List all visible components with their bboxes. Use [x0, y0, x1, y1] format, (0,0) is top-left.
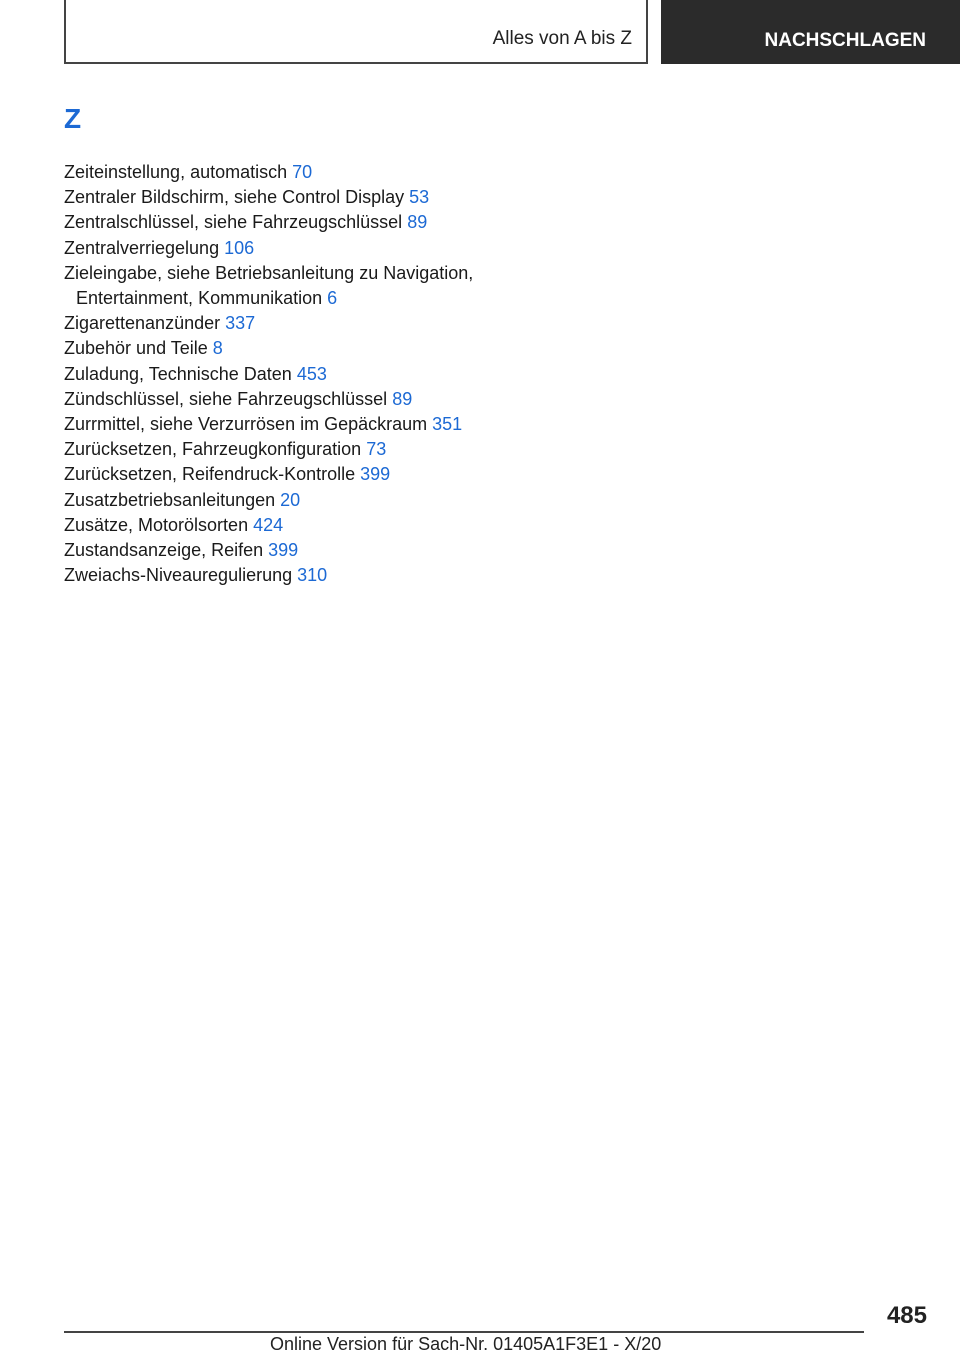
- index-entry: [64, 563, 484, 588]
- index-entry-text: Zentralverriegelung: [64, 237, 220, 258]
- index-entry-page-link[interactable]: 8: [212, 338, 223, 359]
- index-entry-page-link[interactable]: 73: [366, 439, 387, 460]
- index-entry: [64, 261, 484, 311]
- index-entry-text: Zeiteinstellung, automatisch: [64, 162, 288, 182]
- index-entry-text: Zündschlüssel, siehe Fahrzeugschlüssel: [64, 388, 388, 409]
- index-entry-text: Zustandsanzeige, Reifen: [64, 540, 264, 561]
- index-entry: [64, 513, 484, 538]
- footer-text: Online Version für Sach-Nr. 01405A1F3E1 - X/20: [270, 1334, 662, 1354]
- footer-divider: [64, 1331, 864, 1333]
- index-entry-page-link[interactable]: 337: [225, 313, 256, 334]
- index-entry-text: Zurücksetzen, Fahrzeugkonfiguration: [64, 439, 362, 460]
- index-entry-page-link[interactable]: 6: [327, 288, 338, 309]
- index-entry: [64, 387, 484, 412]
- index-list: [64, 160, 484, 588]
- index-entry-page-link[interactable]: 89: [407, 212, 428, 233]
- index-entry: [64, 311, 484, 336]
- index-entry-page-link[interactable]: 399: [268, 540, 299, 561]
- header-section-box: [64, 0, 648, 64]
- index-entry-page-link[interactable]: 70: [292, 162, 313, 182]
- page-number: 485: [886, 1302, 927, 1329]
- index-entry: [64, 488, 484, 513]
- index-entry-text: Zusätze, Motorölsorten: [64, 514, 249, 535]
- index-entry: [64, 336, 484, 361]
- index-entry-page-link[interactable]: 106: [224, 237, 255, 258]
- index-entry-page-link[interactable]: 310: [297, 565, 328, 586]
- index-entry: [64, 538, 484, 563]
- index-entry-text: Zieleingabe, siehe Betriebsanleitung zu Navigation, Entertainment, Kommunikation: [64, 262, 474, 309]
- header-chapter-tab: [661, 0, 960, 64]
- index-entry: [64, 210, 484, 235]
- index-entry-page-link[interactable]: 89: [392, 388, 413, 409]
- index-entry-text: Zurücksetzen, Reifendruck-Kontrolle: [64, 464, 356, 485]
- index-entry-page-link[interactable]: 399: [360, 464, 391, 485]
- index-entry-page-link[interactable]: 424: [253, 514, 284, 535]
- index-entry-text: Zentraler Bildschirm, siehe Control Display: [64, 187, 405, 208]
- index-entry: [64, 185, 484, 210]
- index-entry-text: Zusatzbetriebsanleitungen: [64, 489, 276, 510]
- index-entry-page-link[interactable]: 53: [409, 187, 430, 208]
- index-entry-text: Zurrmittel, siehe Verzurrösen im Gepäckraum: [64, 414, 428, 435]
- header-chapter-title: NACHSCHLAGEN: [764, 30, 926, 51]
- index-entry: [64, 462, 484, 487]
- index-entry: [64, 437, 484, 462]
- index-entry-page-link[interactable]: 351: [432, 414, 463, 435]
- index-entry: [64, 236, 484, 261]
- header-section-title: Alles von A bis Z: [492, 28, 632, 49]
- index-entry-page-link[interactable]: 20: [280, 489, 301, 510]
- index-entry-text: Zentralschlüssel, siehe Fahrzeugschlüssel: [64, 212, 403, 233]
- index-entry-text: Zweiachs-Niveauregulierung: [64, 565, 293, 586]
- index-entry-text: Zuladung, Technische Daten: [64, 363, 292, 384]
- index-entry: [64, 362, 484, 387]
- index-entry-text: Zubehör und Teile: [64, 338, 208, 359]
- index-entry: [64, 160, 484, 185]
- index-entry: [64, 412, 484, 437]
- index-entry-text: Zigarettenanzünder: [64, 313, 221, 334]
- index-letter-heading: Z: [64, 103, 82, 134]
- index-entry-page-link[interactable]: 453: [296, 363, 327, 384]
